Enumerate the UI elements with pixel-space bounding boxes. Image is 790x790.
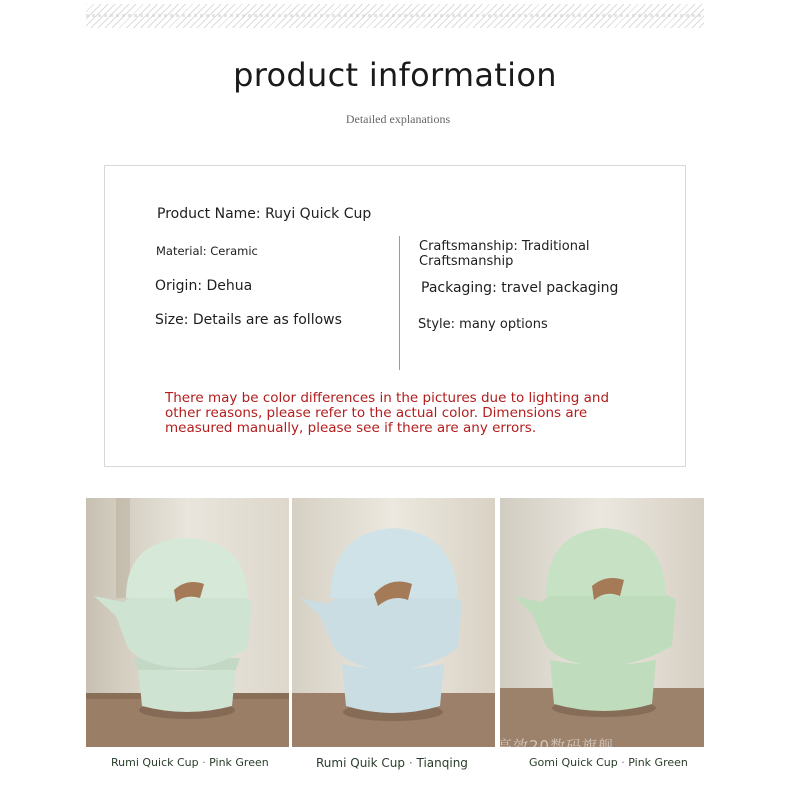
product-origin: Origin: Dehua [155, 278, 253, 294]
product-name: Product Name: Ruyi Quick Cup [157, 206, 372, 222]
caption-name: Rumi Quick Cup [111, 756, 199, 769]
product-photo-3[interactable] [500, 498, 704, 747]
product-craftsmanship: Craftsmanship: Traditional Craftsmanship [419, 239, 590, 269]
caption-variant: Pink Green [209, 756, 269, 769]
caption-name: Gomi Quick Cup [529, 756, 618, 769]
product-info-panel [104, 165, 686, 467]
product-photo-1[interactable] [86, 498, 289, 747]
product-style: Style: many options [418, 317, 548, 332]
product-material: Material: Ceramic [156, 244, 258, 258]
caption-separator: · [202, 756, 206, 769]
caption-name: Rumi Quik Cup [316, 756, 405, 770]
product-size: Size: Details are as follows [155, 312, 342, 328]
page-title: product information [233, 56, 557, 94]
caption-product-3 [529, 756, 688, 769]
page-subtitle: Detailed explanations [345, 112, 451, 126]
teacup-image-3 [500, 498, 704, 747]
caption-variant: Pink Green [628, 756, 688, 769]
decorative-top-band [86, 4, 704, 28]
shop-watermark: 高效20数码旗舰 [497, 737, 615, 755]
product-packaging: Packaging: travel packaging [421, 280, 619, 296]
color-disclaimer: There may be color differences in the pictures due to lighting and other reasons, please refer to the actual color. Dimensions are measured manually, please see if there are any errors. [165, 390, 610, 436]
caption-product-2 [316, 756, 468, 770]
teacup-image-1 [86, 498, 289, 747]
caption-separator: · [408, 756, 413, 770]
column-divider [399, 236, 400, 370]
caption-variant: Tianqing [416, 756, 468, 770]
product-photo-2[interactable] [292, 498, 495, 747]
teacup-image-2 [292, 498, 495, 747]
caption-separator: · [621, 756, 625, 769]
caption-product-1 [111, 756, 269, 769]
